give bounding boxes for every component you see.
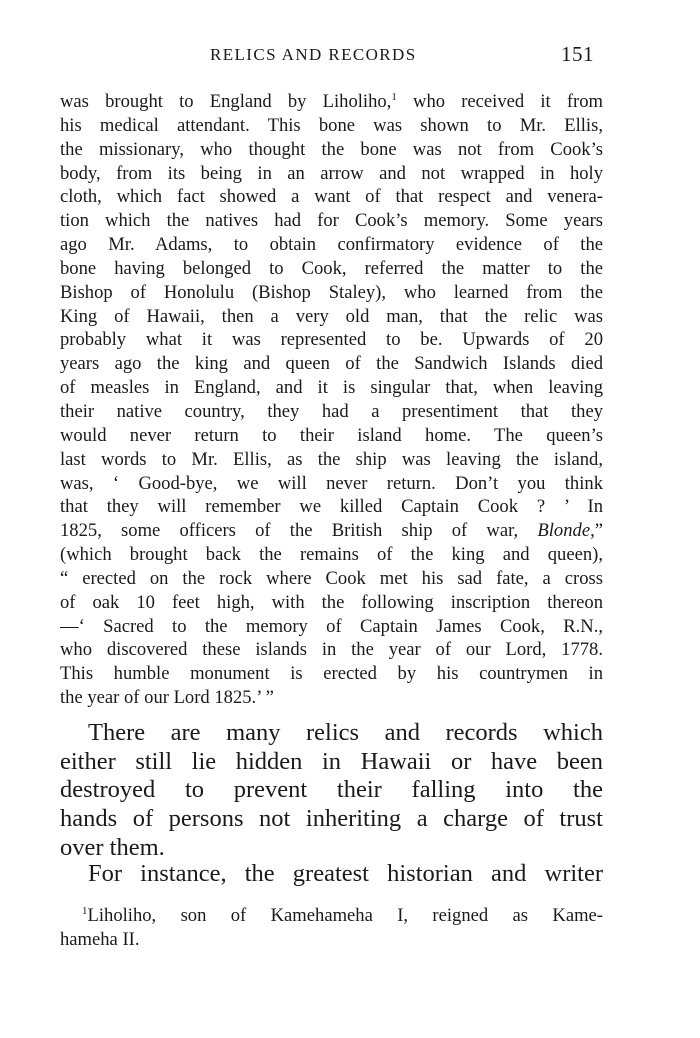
text-line: For instance, the greatest historian and writer <box>88 860 603 887</box>
text-line: Bishop of Honolulu (Bishop Staley), who learned from the <box>60 281 603 303</box>
text-line: King of Hawaii, then a very old man, that the relic was <box>60 305 603 327</box>
footnote-line: hameha II. <box>60 929 140 950</box>
text-line: over them. <box>60 833 165 861</box>
text-line: body, from its being in an arrow and not wrapped in holy <box>60 162 603 184</box>
text-line: “ erected on the rock where Cook met his sad fate, a cross <box>60 567 603 589</box>
text-line: ago Mr. Adams, to obtain confirmatory evidence of the <box>60 234 603 256</box>
text-line: of measles in England, and it is singular that, when leaving <box>60 377 603 399</box>
footnote-line: $^1$Liholiho, son of Kamehameha I, reigned as Kame- <box>82 905 603 926</box>
text-line: years ago the king and queen of the Sandwich Islands died <box>60 353 603 375</box>
text-line: There are many relics and records which <box>88 719 603 746</box>
text-line: —‘ Sacred to the memory of Captain James Cook, R.N., <box>60 615 603 637</box>
text-line: hands of persons not inheriting a charge of trust <box>60 805 603 833</box>
footnote-marker: 1 <box>82 905 88 917</box>
text-line: either still lie hidden in Hawaii or have been <box>60 747 603 775</box>
text-line: destroyed to prevent their falling into the <box>60 776 603 804</box>
text-line: who discovered these islands in the year of our Lord, 1778. <box>60 639 603 661</box>
text-line: bone having belonged to Cook, referred the matter to the <box>60 257 603 279</box>
paragraph-relic-history <box>60 90 603 710</box>
text-line: the missionary, who thought the bone was not from Cook’s <box>60 138 603 160</box>
text-line: cloth, which fact showed a want of that respect and venera- <box>60 186 603 208</box>
running-head-title: RELICS AND RECORDS <box>210 45 417 64</box>
footnote-reference: 1 <box>391 91 397 103</box>
text-line: the year of our Lord 1825.’ ” <box>60 687 274 709</box>
text-line: was, ‘ Good-bye, we will never return. Don’t you think <box>60 472 603 494</box>
paragraph-historian <box>60 860 603 889</box>
footnote <box>60 904 603 952</box>
text-line: This humble monument is erected by his countrymen in <box>60 663 603 685</box>
ship-name: Blonde, <box>537 520 595 542</box>
text-line: their native country, they had a presentiment that they <box>60 400 603 422</box>
page-number: 151 <box>561 42 594 66</box>
text-line: would never return to their island home. The queen’s <box>60 424 603 446</box>
text-line: his medical attendant. This bone was shown to Mr. Ellis, <box>60 114 603 136</box>
text-line: was brought to England by Liholiho,$^1$ who received it from <box>60 91 603 112</box>
text-line: tion which the natives had for Cook’s memory. Some years <box>60 210 603 232</box>
text-line: last words to Mr. Ellis, as the ship was leaving the island, <box>60 448 603 470</box>
text-line: 1825, some officers of the British ship of war, Blonde,” <box>60 520 603 542</box>
text-line: (which brought back the remains of the king and queen), <box>60 544 603 566</box>
text-line: of oak 10 feet high, with the following inscription thereon <box>60 591 603 613</box>
running-head <box>0 42 700 72</box>
paragraph-hidden-relics <box>60 719 603 863</box>
text-line: probably what it was represented to be. Upwards of 20 <box>60 329 603 351</box>
text-line: that they will remember we killed Captain Cook ? ’ In <box>60 496 603 518</box>
